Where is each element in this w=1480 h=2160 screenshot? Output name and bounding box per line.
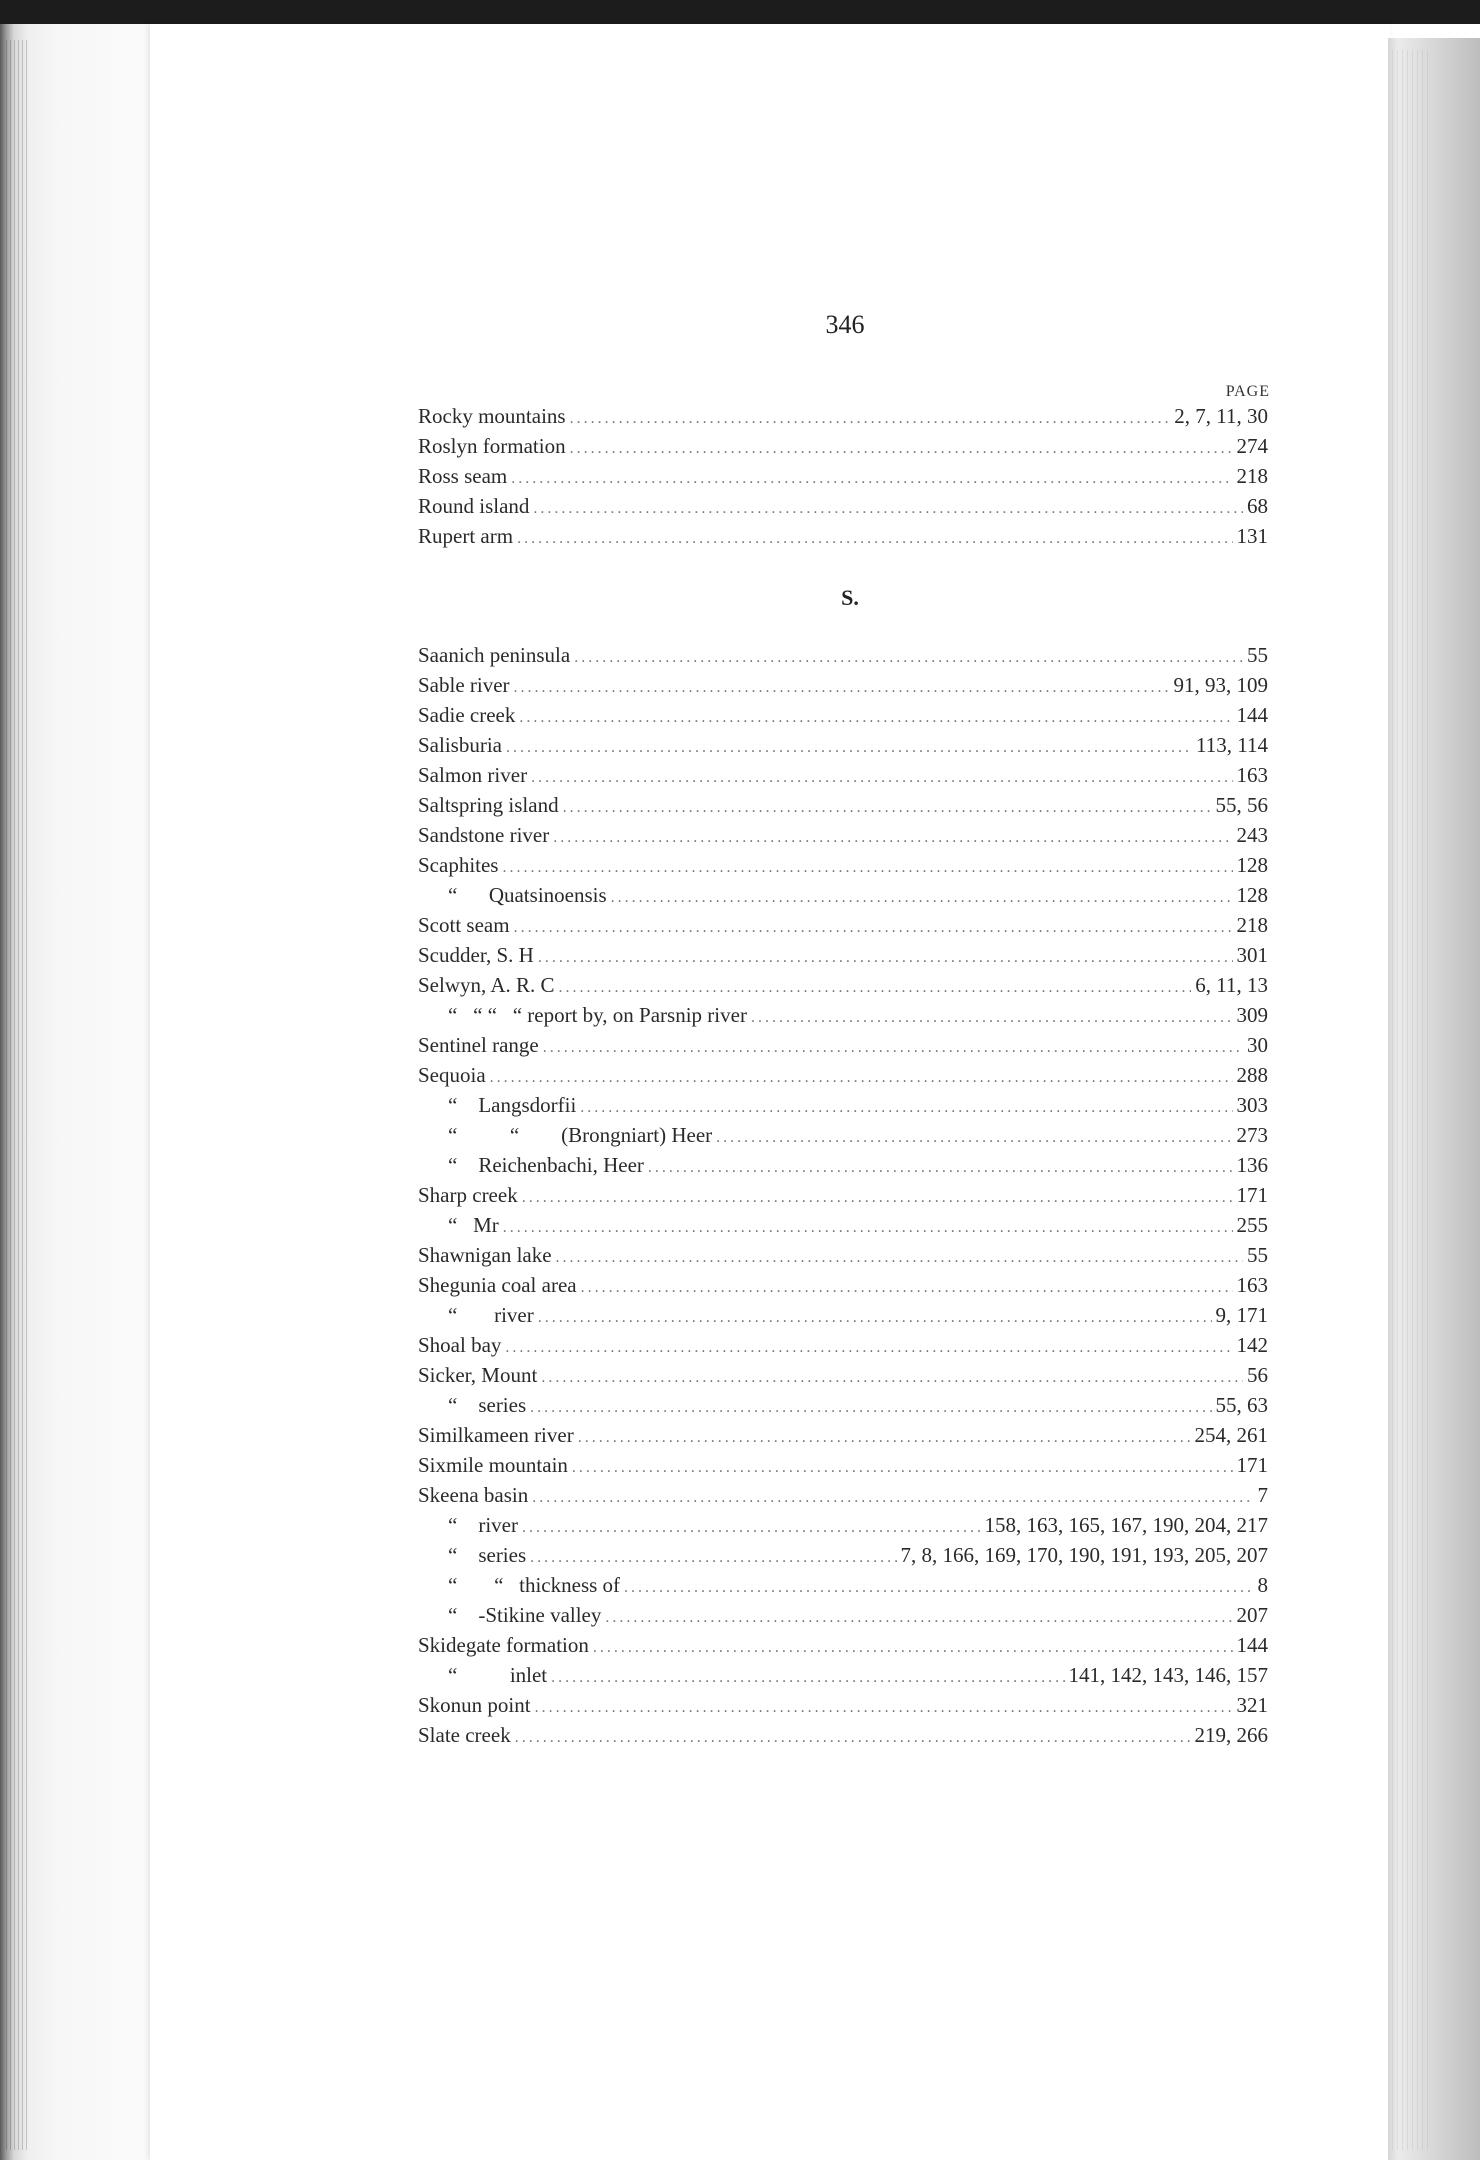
- index-page-refs: 2, 7, 11, 30: [1174, 404, 1268, 428]
- index-page-refs: 113, 114: [1196, 733, 1268, 757]
- index-term: Shawnigan lake: [418, 1243, 552, 1267]
- index-entry: [418, 1480, 1268, 1510]
- dot-leader: [563, 793, 1212, 823]
- dot-leader: [580, 1093, 1232, 1123]
- index-term: Saanich peninsula: [418, 643, 571, 667]
- dot-leader: [551, 1663, 1064, 1693]
- index-page-refs: 55, 63: [1215, 1393, 1268, 1417]
- dot-leader: [530, 1543, 896, 1573]
- index-term: “ Reichenbachi, Heer: [448, 1153, 644, 1177]
- index-entry: [418, 1420, 1268, 1450]
- index-term: Sicker, Mount: [418, 1363, 538, 1387]
- index-term: Scott seam: [418, 913, 510, 937]
- index-page-refs: 128: [1236, 883, 1268, 907]
- index-term: “ “ (Brongniart) Heer: [448, 1123, 713, 1147]
- dot-leader: [505, 1333, 1232, 1363]
- dot-leader: [530, 1393, 1211, 1423]
- index-page-refs: 7, 8, 166, 169, 170, 190, 191, 193, 205, 207: [900, 1543, 1268, 1567]
- index-entry: [418, 970, 1268, 1000]
- index-entry: [418, 790, 1268, 820]
- dot-leader: [648, 1153, 1233, 1183]
- index-page-refs: 30: [1247, 1033, 1268, 1057]
- index-page-refs: 273: [1236, 1123, 1268, 1147]
- dot-leader: [519, 703, 1232, 733]
- index-page-refs: 219, 266: [1194, 1723, 1268, 1747]
- index-term: Selwyn, A. R. C: [418, 973, 555, 997]
- dot-leader: [556, 1243, 1243, 1273]
- section-letter-heading: S.: [841, 585, 859, 610]
- index-term: Salmon river: [418, 763, 528, 787]
- dot-leader: [543, 1033, 1243, 1063]
- index-term: Salisburia: [418, 733, 502, 757]
- index-page-refs: 274: [1236, 434, 1268, 458]
- dot-leader: [611, 883, 1233, 913]
- index-page-refs: 255: [1236, 1213, 1268, 1237]
- index-page-refs: 7: [1257, 1483, 1268, 1507]
- dot-leader: [574, 643, 1243, 673]
- index-page-refs: 163: [1236, 763, 1268, 787]
- index-page-refs: 8: [1257, 1573, 1268, 1597]
- book-right-page-edges: [1392, 50, 1432, 2150]
- index-term: Sandstone river: [418, 823, 550, 847]
- index-term: “ Quatsinoensis: [448, 883, 607, 907]
- index-section-r: [418, 401, 1268, 551]
- page-number: 346: [825, 310, 865, 339]
- index-term: “ river: [448, 1513, 518, 1537]
- dot-leader: [511, 464, 1232, 494]
- index-term: “ series: [448, 1393, 527, 1417]
- index-term: “ Langsdorfii: [448, 1093, 577, 1117]
- index-term: “ inlet: [448, 1663, 548, 1687]
- index-page-refs: 171: [1236, 1453, 1268, 1477]
- index-page-refs: 301: [1236, 943, 1268, 967]
- index-term: Shoal bay: [418, 1333, 502, 1357]
- index-entry: [418, 491, 1268, 521]
- dot-leader: [572, 1453, 1233, 1483]
- index-entry: [418, 1570, 1268, 1600]
- index-term: “ Mr: [448, 1213, 499, 1237]
- index-page-refs: 128: [1236, 853, 1268, 877]
- index-term: Skidegate formation: [418, 1633, 589, 1657]
- index-entry: [418, 1600, 1268, 1630]
- index-page-refs: 243: [1236, 823, 1268, 847]
- index-term: Skonun point: [418, 1693, 531, 1717]
- index-term: Sadie creek: [418, 703, 516, 727]
- dot-leader: [514, 913, 1233, 943]
- dot-leader: [538, 1303, 1212, 1333]
- index-term: Skeena basin: [418, 1483, 529, 1507]
- index-page-refs: 141, 142, 143, 146, 157: [1068, 1663, 1268, 1687]
- index-term: Rocky mountains: [418, 404, 566, 428]
- index-term: Sharp creek: [418, 1183, 518, 1207]
- index-term: “ “ thickness of: [448, 1573, 621, 1597]
- index-term: Sable river: [418, 673, 510, 697]
- dot-leader: [553, 823, 1232, 853]
- index-page-refs: 207: [1236, 1603, 1268, 1627]
- index-entry: [418, 640, 1268, 670]
- dot-leader: [538, 943, 1233, 973]
- index-page-refs: 68: [1247, 494, 1268, 518]
- index-entry: [418, 880, 1268, 910]
- index-entry: [418, 700, 1268, 730]
- index-page-refs: 303: [1236, 1093, 1268, 1117]
- index-term: “ -Stikine valley: [448, 1603, 602, 1627]
- index-term: Ross seam: [418, 464, 508, 488]
- book-left-page-edges: [6, 40, 28, 2150]
- index-page-refs: 144: [1236, 1633, 1268, 1657]
- index-entry: [418, 1330, 1268, 1360]
- dot-leader: [751, 1003, 1233, 1033]
- index-entry: [418, 1660, 1268, 1690]
- index-page-refs: 288: [1236, 1063, 1268, 1087]
- dot-leader: [593, 1633, 1233, 1663]
- index-entry: [418, 1000, 1268, 1030]
- index-term: Similkameen river: [418, 1423, 574, 1447]
- index-entry: [418, 521, 1268, 551]
- index-entry: [418, 850, 1268, 880]
- page-column-header: PAGE: [1225, 383, 1270, 400]
- index-page-refs: 55: [1247, 1243, 1268, 1267]
- index-entry: [418, 1180, 1268, 1210]
- dot-leader: [581, 1273, 1233, 1303]
- index-entry: [418, 1030, 1268, 1060]
- index-entry: [418, 1630, 1268, 1660]
- index-term: “ “ “ “ report by, on Parsnip river: [448, 1003, 747, 1027]
- index-term: Saltspring island: [418, 793, 559, 817]
- index-page-refs: 309: [1236, 1003, 1268, 1027]
- index-term: Scudder, S. H: [418, 943, 534, 967]
- index-term: Sentinel range: [418, 1033, 539, 1057]
- dot-leader: [570, 404, 1171, 434]
- index-entry: [418, 1540, 1268, 1570]
- scan-top-band: [0, 0, 1480, 24]
- index-term: Roslyn formation: [418, 434, 566, 458]
- index-page-refs: 321: [1236, 1693, 1268, 1717]
- index-page-refs: 6, 11, 13: [1195, 973, 1268, 997]
- index-term: Rupert arm: [418, 524, 514, 548]
- index-entry: [418, 461, 1268, 491]
- dot-leader: [517, 524, 1232, 554]
- dot-leader: [522, 1513, 981, 1543]
- index-page-refs: 171: [1236, 1183, 1268, 1207]
- index-page-refs: 254, 261: [1194, 1423, 1268, 1447]
- index-term: “ series: [448, 1543, 527, 1567]
- index-page-refs: 55: [1247, 643, 1268, 667]
- index-term: Round island: [418, 494, 530, 518]
- dot-leader: [541, 1363, 1243, 1393]
- dot-leader: [522, 1183, 1233, 1213]
- index-page-refs: 56: [1247, 1363, 1268, 1387]
- dot-leader: [578, 1423, 1191, 1453]
- dot-leader: [605, 1603, 1232, 1633]
- index-term: Sixmile mountain: [418, 1453, 568, 1477]
- index-entry: [418, 1240, 1268, 1270]
- index-entry: [418, 730, 1268, 760]
- index-page-refs: 163: [1236, 1273, 1268, 1297]
- index-entry: [418, 1150, 1268, 1180]
- index-page-refs: 91, 93, 109: [1173, 673, 1268, 697]
- index-entry: [418, 1720, 1268, 1750]
- dot-leader: [490, 1063, 1233, 1093]
- index-page-refs: 158, 163, 165, 167, 190, 204, 217: [984, 1513, 1268, 1537]
- dot-leader: [503, 1213, 1233, 1243]
- index-entry: [418, 1300, 1268, 1330]
- index-page-refs: 218: [1236, 464, 1268, 488]
- index-entry: [418, 910, 1268, 940]
- index-page-refs: 136: [1236, 1153, 1268, 1177]
- index-page-refs: 144: [1236, 703, 1268, 727]
- index-page-refs: 218: [1236, 913, 1268, 937]
- index-page-refs: 9, 171: [1215, 1303, 1268, 1327]
- dot-leader: [515, 1723, 1191, 1753]
- index-page-refs: 55, 56: [1215, 793, 1268, 817]
- index-entry: [418, 1060, 1268, 1090]
- dot-leader: [624, 1573, 1253, 1603]
- dot-leader: [716, 1123, 1232, 1153]
- index-page-refs: 131: [1236, 524, 1268, 548]
- index-entry: [418, 1270, 1268, 1300]
- dot-leader: [532, 1483, 1253, 1513]
- index-entry: [418, 1690, 1268, 1720]
- index-term: Sequoia: [418, 1063, 486, 1087]
- index-entry: [418, 1210, 1268, 1240]
- dot-leader: [506, 733, 1192, 763]
- index-section-s: [418, 640, 1268, 1750]
- dot-leader: [559, 973, 1192, 1003]
- dot-leader: [570, 434, 1233, 464]
- index-page-refs: 142: [1236, 1333, 1268, 1357]
- index-entry: [418, 820, 1268, 850]
- index-entry: [418, 1120, 1268, 1150]
- index-entry: [418, 670, 1268, 700]
- index-entry: [418, 760, 1268, 790]
- index-entry: [418, 1450, 1268, 1480]
- index-entry: [418, 1510, 1268, 1540]
- index-entry: [418, 1390, 1268, 1420]
- dot-leader: [514, 673, 1170, 703]
- index-term: Slate creek: [418, 1723, 511, 1747]
- index-entry: [418, 1090, 1268, 1120]
- index-entry: [418, 401, 1268, 431]
- dot-leader: [502, 853, 1232, 883]
- index-term: Shegunia coal area: [418, 1273, 577, 1297]
- dot-leader: [535, 1693, 1233, 1723]
- index-entry: [418, 1360, 1268, 1390]
- index-entry: [418, 431, 1268, 461]
- dot-leader: [533, 494, 1243, 524]
- index-entry: [418, 940, 1268, 970]
- index-term: “ river: [448, 1303, 534, 1327]
- index-term: Scaphites: [418, 853, 499, 877]
- dot-leader: [531, 763, 1232, 793]
